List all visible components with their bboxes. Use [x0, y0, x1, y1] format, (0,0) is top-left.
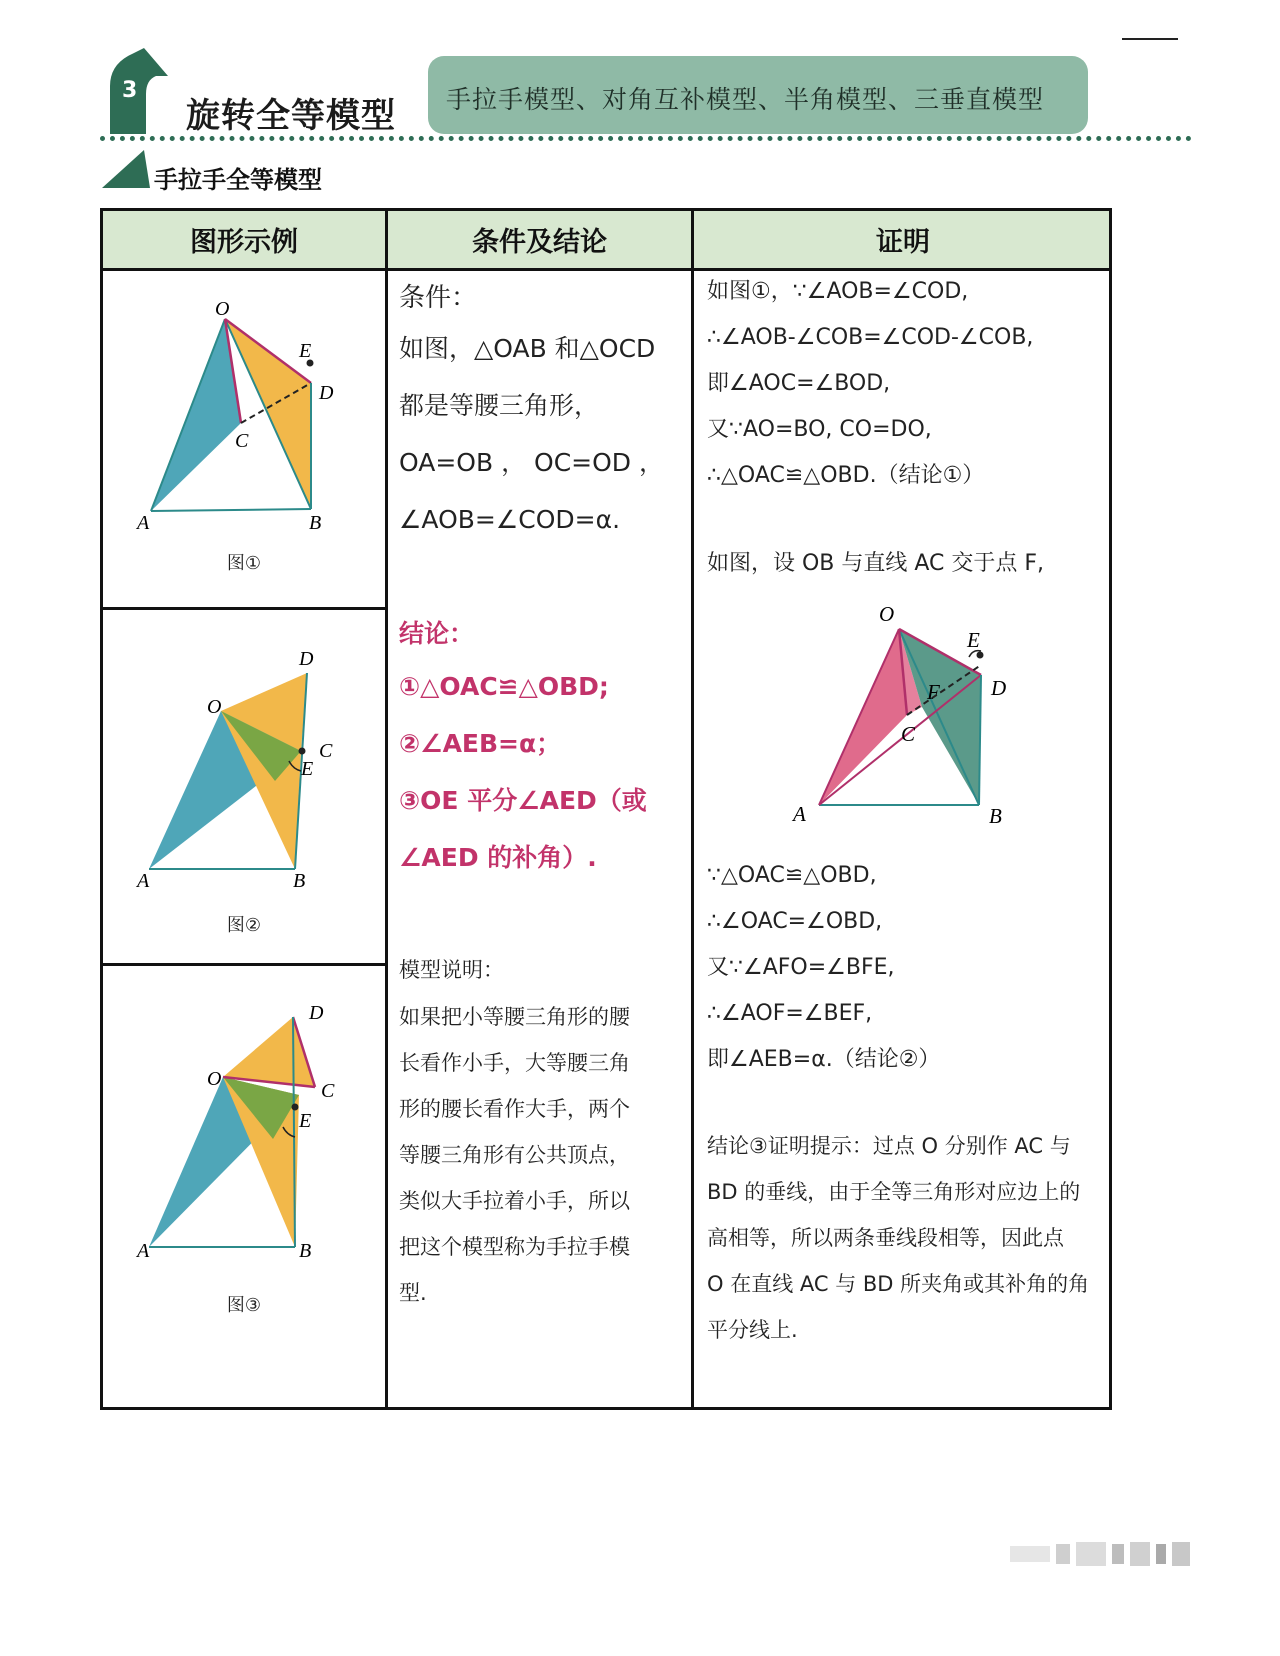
header-figure-examples: 图形示例: [190, 227, 298, 258]
conclusion-line: ③OE 平分∠AED（或: [399, 786, 647, 815]
proof-line: 即∠AEB=α.（结论②）: [707, 1047, 941, 1072]
figure-1-diagram: [103, 273, 385, 533]
proof-line: ∴∠OAC=∠OBD,: [707, 909, 883, 934]
figure-3-caption: 图③: [226, 1295, 262, 1316]
triangle-oac: [151, 319, 241, 511]
model-note-line: 形的腰长看作大手，两个: [399, 1097, 630, 1121]
svg-text:A: A: [137, 870, 150, 891]
svg-text:B: B: [309, 512, 322, 533]
proof-line: ∴△OAC≌△OBD.（结论①）: [707, 463, 985, 488]
section-title: 手拉手全等模型: [154, 166, 322, 194]
proof-line: ∴∠AOB-∠COB=∠COD-∠COB,: [707, 325, 1034, 350]
svg-text:O: O: [207, 1068, 222, 1090]
column-divider: [691, 211, 694, 1407]
proof-line: ∴∠AOF=∠BEF,: [707, 1001, 873, 1026]
proof-line: ∵△OAC≌△OBD,: [707, 863, 877, 888]
conclusions-heading: 结论：: [399, 619, 475, 648]
figure-2-caption: 图②: [226, 915, 262, 936]
svg-text:O: O: [215, 298, 230, 320]
figure-3-cell: [103, 967, 385, 1407]
svg-text:A: A: [137, 512, 150, 533]
header-proof: 证明: [876, 227, 930, 258]
figure-1-caption: 图①: [226, 553, 262, 574]
svg-text:D: D: [319, 382, 334, 404]
model-note-line: 等腰三角形有公共顶点，: [399, 1143, 630, 1167]
watermark-bars-icon: [1000, 1534, 1260, 1574]
condition-line: 如图，△OAB 和△OCD: [399, 334, 656, 363]
proof-line: 如图①，∵∠AOB=∠COD,: [707, 279, 969, 304]
svg-text:D: D: [991, 676, 1007, 700]
model-note-line: 型.: [399, 1281, 427, 1305]
model-note-line: 类似大手拉着小手，所以: [399, 1189, 630, 1213]
model-table: [100, 208, 1112, 1410]
svg-text:A: A: [137, 1240, 150, 1257]
conclusion-line: ②∠AEB=α；: [399, 729, 562, 758]
subtitle-banner: [428, 56, 1088, 134]
figure-1-cell: [103, 273, 385, 607]
svg-text:D: D: [299, 648, 314, 670]
svg-text:C: C: [319, 740, 333, 762]
model-note-line: 长看作小手，大等腰三角: [399, 1051, 630, 1075]
proof-hint-line: O 在直线 AC 与 BD 所夹角或其补角的角: [707, 1272, 1090, 1296]
svg-text:O: O: [879, 602, 895, 626]
proof-line: 又∵∠AFO=∠BFE,: [707, 955, 895, 980]
condition-line: ∠AOB=∠COD=α.: [399, 505, 621, 534]
svg-text:E: E: [301, 758, 314, 780]
page-title: 旋转全等模型: [186, 96, 396, 136]
proof-diagram: [707, 595, 1107, 845]
badge-number: 3: [122, 78, 138, 103]
proof-line: 又∵AO=BO, CO=DO,: [707, 417, 932, 442]
section-heading: [100, 146, 500, 196]
figure-2-diagram: [103, 611, 385, 891]
subtitle-text: 手拉手模型、对角互补模型、半角模型、三垂直模型: [446, 85, 1045, 114]
proof-hint-line: 平分线上.: [707, 1318, 798, 1342]
table-header-row: [103, 211, 1109, 271]
proof-hint-line: 高相等，所以两条垂线段相等，因此点: [707, 1226, 1064, 1250]
svg-text:A: A: [793, 802, 806, 826]
proof-hint-line: 结论③证明提示：过点 O 分别作 AC 与: [707, 1134, 1071, 1158]
svg-text:C: C: [321, 1080, 335, 1102]
model-note-line: 把这个模型称为手拉手模: [399, 1235, 630, 1259]
model-note-line: 如果把小等腰三角形的腰: [399, 1005, 630, 1029]
svg-text:C: C: [901, 722, 916, 746]
row-divider: [103, 607, 388, 610]
badge-arrow-icon: [106, 46, 176, 136]
condition-line: OA=OB ， OC=OD ，: [399, 448, 664, 477]
svg-text:F: F: [927, 680, 940, 704]
svg-text:E: E: [967, 628, 980, 652]
figure-2-cell: [103, 611, 385, 963]
svg-text:D: D: [309, 1002, 324, 1024]
conditions-heading: 条件：: [399, 283, 478, 313]
conditions-column: [399, 277, 684, 1316]
conclusion-line: ∠AED 的补角）.: [399, 843, 597, 872]
header-divider: [100, 136, 1192, 141]
proof-hint-line: BD 的垂线，由于全等三角形对应边上的: [707, 1180, 1081, 1204]
svg-text:B: B: [293, 870, 306, 891]
svg-text:E: E: [299, 1110, 312, 1132]
triangle-icon: [100, 146, 160, 192]
row-divider: [103, 963, 388, 966]
header: [100, 40, 1200, 150]
conclusion-line: ①△OAC≌△OBD;: [399, 672, 609, 701]
svg-text:B: B: [299, 1240, 312, 1257]
svg-text:B: B: [989, 804, 1002, 828]
header-conditions: 条件及结论: [472, 227, 607, 258]
proof-column: [707, 269, 1107, 1353]
proof-intro: 如图，设 OB 与直线 AC 交于点 F,: [707, 551, 1045, 576]
column-divider: [385, 211, 388, 1407]
proof-line: 即∠AOC=∠BOD,: [707, 371, 891, 396]
svg-text:O: O: [207, 696, 222, 718]
svg-text:E: E: [299, 340, 312, 362]
svg-text:C: C: [235, 430, 249, 452]
condition-line: 都是等腰三角形，: [399, 391, 600, 420]
figure-3-diagram: [103, 967, 385, 1257]
model-note-heading: 模型说明：: [399, 958, 504, 982]
